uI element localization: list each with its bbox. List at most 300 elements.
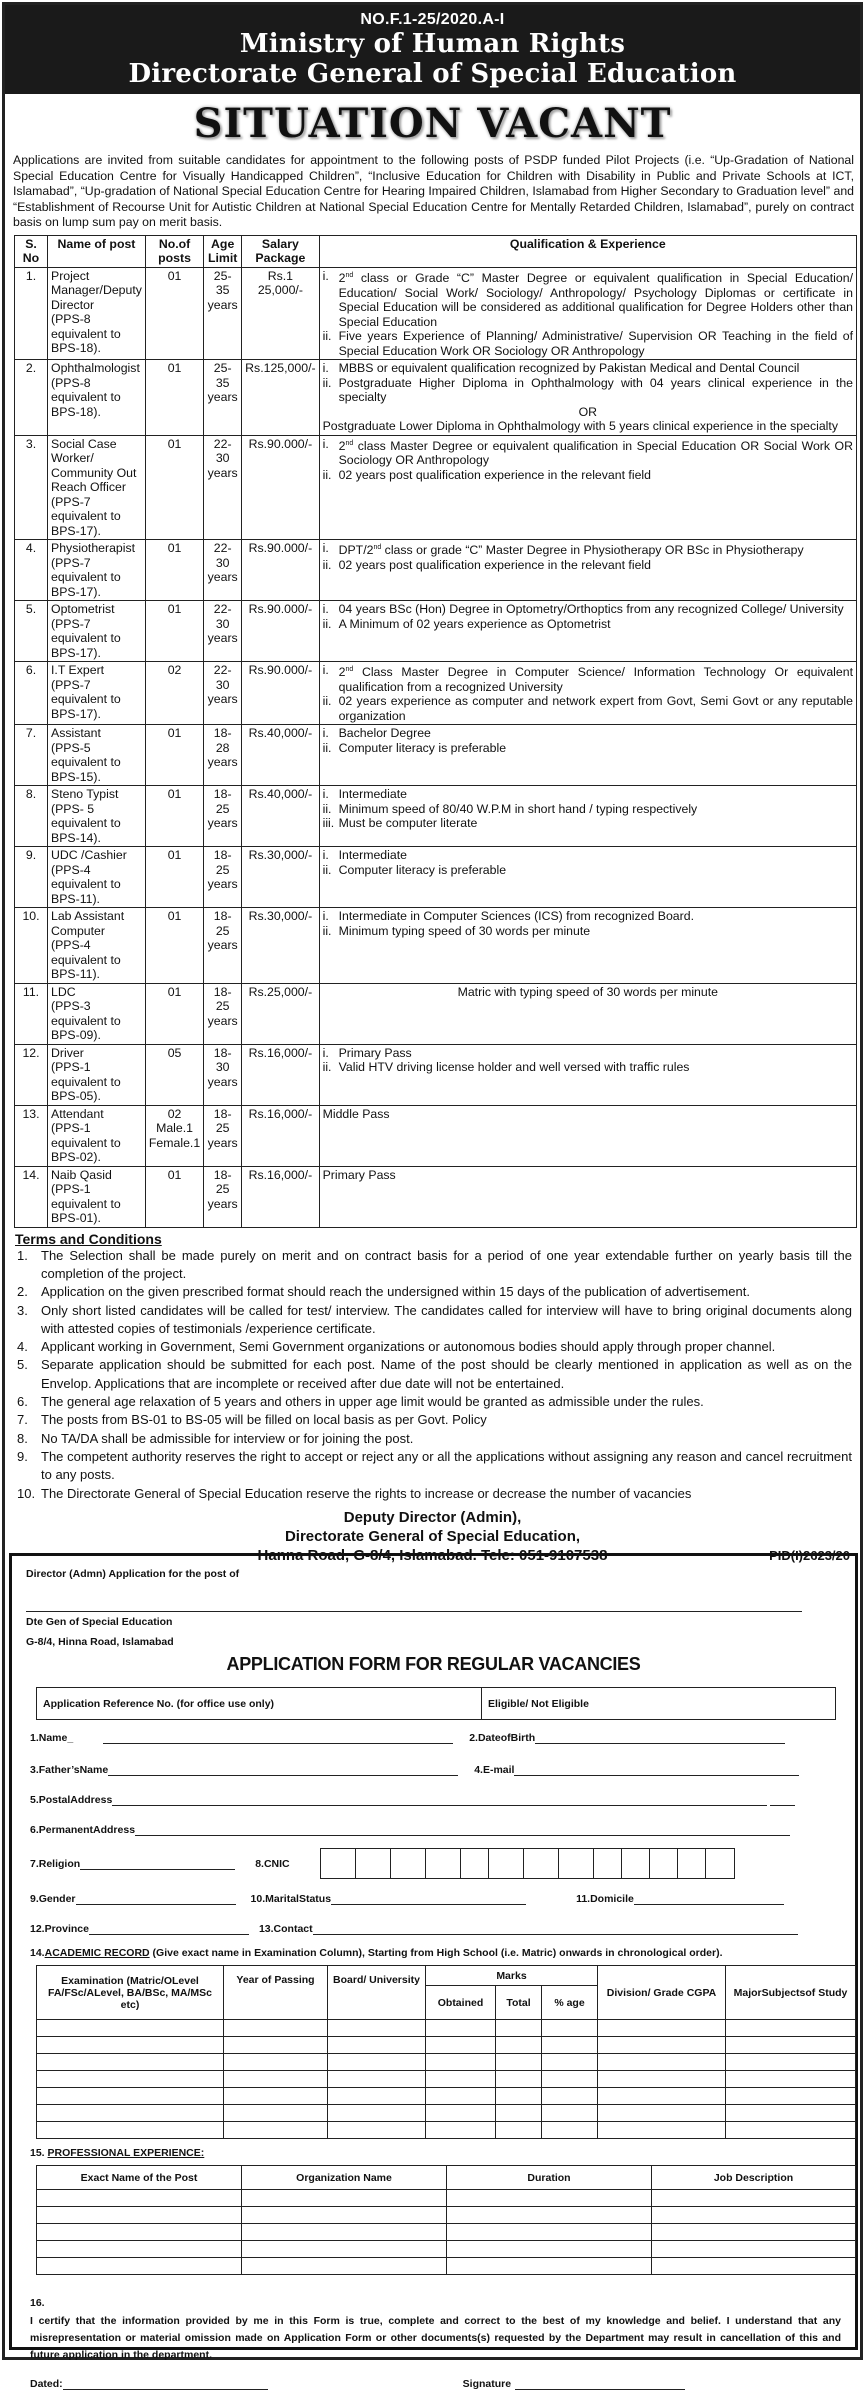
academic-record-cell[interactable] (37, 2020, 224, 2037)
post-qualification (319, 1105, 856, 1166)
academic-record-table (36, 1965, 856, 2139)
post-name-cell (48, 786, 146, 847)
qualification-text: DPT/2nd class or grade “C” Master Degree in Physiotherapy OR BSc in Physiotherapy (338, 543, 804, 558)
post-qualification (319, 540, 856, 601)
cnic-digit-box[interactable] (489, 1849, 524, 1878)
qualification-text: 04 years BSc (Hon) Degree in Optometry/Orthoptics from any recognized College/ University (338, 602, 844, 617)
post-name-cell (48, 1105, 146, 1166)
religion-field[interactable] (80, 1858, 235, 1870)
academic-record-cell[interactable] (726, 2088, 856, 2105)
academic-record-cell[interactable] (496, 2122, 542, 2139)
qualification-number: ii. (322, 616, 332, 631)
qualification-text: Matric with typing speed of 30 words per minute (457, 984, 718, 999)
post-qualification (319, 847, 856, 908)
post-count: 01 (145, 540, 203, 601)
academic-record-cell[interactable] (426, 2122, 496, 2139)
post-serial: 2. (15, 360, 48, 436)
post-age-limit: 25-35 years (204, 360, 242, 436)
cnic-digit-box[interactable] (426, 1849, 461, 1878)
academic-record-cell[interactable] (426, 2088, 496, 2105)
experience-cell[interactable] (447, 2258, 652, 2275)
professional-experience-number: 15. (30, 2147, 48, 2159)
post-salary: Rs.30,000/- (242, 908, 319, 984)
academic-record-heading (30, 1947, 841, 1959)
cnic-digit-box[interactable] (524, 1849, 559, 1878)
post-salary: Rs.25,000/- (242, 983, 319, 1044)
academic-record-cell[interactable] (426, 2105, 496, 2122)
academic-record-cell[interactable] (224, 2037, 328, 2054)
qualification-text: OR (578, 404, 598, 419)
post-name-cell (48, 908, 146, 984)
academic-record-cell[interactable] (598, 2054, 726, 2071)
experience-cell[interactable] (242, 2224, 447, 2241)
experience-cell[interactable] (242, 2207, 447, 2224)
qualification-text: 02 years post qualification experience in the relevant field (338, 557, 651, 572)
academic-record-cell[interactable] (426, 2037, 496, 2054)
col-examination: Examination (Matric/OLevel FA/FSc/ALevel, BA/BSc, MA/MSc etc) (37, 1966, 224, 2020)
qualification-text: Bachelor Degree (338, 726, 431, 741)
post-name: Project Manager/Deputy Director (51, 268, 142, 312)
qualification-text: MBBS or equivalent qualification recognized by Pakistan Medical and Dental Council (338, 361, 800, 376)
qualification-text: Primary Pass (322, 1167, 396, 1182)
experience-cell[interactable] (37, 2207, 242, 2224)
qualification-item (323, 694, 853, 723)
academic-record-cell[interactable] (426, 2020, 496, 2037)
table-row (15, 1166, 857, 1227)
academic-record-cell[interactable] (37, 2037, 224, 2054)
academic-record-cell[interactable] (37, 2071, 224, 2088)
academic-record-cell[interactable] (542, 2105, 598, 2122)
academic-record-cell[interactable] (598, 2105, 726, 2122)
post-name-cell (48, 983, 146, 1044)
table-row (15, 435, 857, 540)
post-count: 01 (145, 847, 203, 908)
pid-number: PID(I)2623/20 (769, 1547, 850, 1563)
qualification-item (323, 617, 853, 632)
qualification-text: Intermediate (338, 787, 407, 802)
qualification-number: i. (322, 663, 329, 678)
table-row (15, 360, 857, 436)
academic-record-cell[interactable] (37, 2105, 224, 2122)
academic-record-cell[interactable] (496, 2105, 542, 2122)
post-qualification (319, 786, 856, 847)
qualification-text: Five years Experience of Planning/ Administrative/ Supervision OR Teaching in the field of Special Education Work OR Sociology OR Anthropology (338, 329, 853, 358)
academic-record-cell[interactable] (496, 2054, 542, 2071)
province-label: 12.Province (30, 1923, 89, 1935)
term-number: 6. (17, 1394, 28, 1410)
term-number: 8. (17, 1430, 28, 1446)
academic-record-cell[interactable] (37, 2088, 224, 2105)
term-text: The posts from BS-01 to BS-05 will be filled on local basis as per Govt. Policy (41, 1412, 487, 1428)
col-marks: Marks (426, 1966, 598, 1986)
post-name: UDC /Cashier (51, 848, 127, 863)
qualification-text: Postgraduate Higher Diploma in Ophthalmology with 04 years clinical experience in the specialty (338, 375, 853, 405)
term-number: 10. (17, 1485, 36, 1501)
post-name-cell (48, 601, 146, 662)
table-row (15, 983, 857, 1044)
academic-record-cell[interactable] (496, 2037, 542, 2054)
post-serial: 7. (15, 725, 48, 786)
qualification-item (323, 663, 853, 694)
qualification-number: ii. (322, 329, 332, 344)
academic-record-cell[interactable] (598, 2122, 726, 2139)
col-age: Age Limit (204, 235, 242, 267)
cnic-digit-box[interactable] (678, 1849, 706, 1878)
academic-record-row (37, 2088, 856, 2105)
experience-cell[interactable] (37, 2224, 242, 2241)
cnic-digit-box[interactable] (622, 1849, 650, 1878)
dated-field[interactable] (63, 2378, 268, 2390)
academic-record-cell[interactable] (426, 2071, 496, 2088)
professional-experience-body (37, 2190, 856, 2275)
marital-status-field[interactable] (331, 1893, 526, 1905)
experience-cell[interactable] (652, 2241, 856, 2258)
marital-status-label: 10.MaritalStatus (250, 1893, 332, 1905)
academic-record-cell[interactable] (726, 2071, 856, 2088)
dob-label: 2.DateofBirth (469, 1732, 536, 1744)
post-name: Attendant (51, 1106, 104, 1121)
qualification-item (323, 361, 853, 376)
post-age-limit: 18-25 years (204, 847, 242, 908)
term-item (17, 1356, 852, 1393)
post-name: Optometrist (51, 602, 115, 617)
experience-cell[interactable] (447, 2241, 652, 2258)
post-name: Social Case Worker/ Community Out Reach Officer (51, 436, 137, 495)
post-count: 05 (145, 1044, 203, 1105)
gender-field[interactable] (76, 1893, 236, 1905)
gender-label: 9.Gender (30, 1893, 76, 1905)
academic-record-row (37, 2054, 856, 2071)
email-field[interactable] (514, 1764, 799, 1776)
professional-experience-label: PROFESSIONAL EXPERIENCE: (47, 2147, 205, 2159)
post-qualification (319, 360, 856, 436)
post-name-cell (48, 847, 146, 908)
post-grade: (PPS-7 equivalent to BPS-17). (51, 555, 121, 599)
qualification-number: i. (322, 541, 329, 556)
post-salary: Rs.90.000/- (242, 662, 319, 725)
cnic-digit-box[interactable] (650, 1849, 678, 1878)
post-serial: 5. (15, 601, 48, 662)
cnic-digit-box[interactable] (356, 1849, 391, 1878)
col-major-subjects: MajorSubjectsof Study (726, 1966, 856, 2020)
province-field[interactable] (89, 1923, 249, 1935)
qualification-number: ii. (322, 694, 332, 709)
academic-record-cell[interactable] (598, 2071, 726, 2088)
qualification-number: i. (322, 436, 329, 451)
application-form (9, 1553, 858, 2390)
postal-address-label: 5.PostalAddress (30, 1794, 113, 1806)
term-text: Applicant working in Government, Semi Government organizations or autonomous bodies should apply through proper channel. (41, 1339, 776, 1355)
qualification-item (323, 405, 853, 420)
contact-field[interactable] (313, 1923, 798, 1935)
academic-record-cell[interactable] (328, 2037, 426, 2054)
experience-row (37, 2258, 856, 2275)
qualification-item (323, 602, 853, 617)
experience-cell[interactable] (242, 2258, 447, 2275)
table-row (15, 662, 857, 725)
father-name-field[interactable] (108, 1764, 458, 1776)
post-name-cell (48, 360, 146, 436)
post-grade: (PPS-7 equivalent to BPS-17). (51, 616, 121, 660)
declaration-text: I certify that the information provided by me in this Form is true, complete and correct to the best of my knowledge and belief. I understand that any misrepresentation or material omission made on Application Form or other documents(s) requested by the Department may result in cancellation of this and future application in the department. (30, 2315, 841, 2361)
cnic-digit-box[interactable] (594, 1849, 622, 1878)
academic-record-cell[interactable] (328, 2122, 426, 2139)
qualification-item (323, 802, 853, 817)
cnic-digit-box[interactable] (321, 1849, 356, 1878)
academic-record-cell[interactable] (496, 2020, 542, 2037)
post-serial: 11. (15, 983, 48, 1044)
header-banner (5, 5, 860, 94)
qualification-text: Must be computer literate (338, 816, 478, 831)
academic-record-cell[interactable] (224, 2071, 328, 2088)
academic-record-row (37, 2037, 856, 2054)
post-qualification (319, 908, 856, 984)
term-item (17, 1485, 852, 1503)
qualification-item (323, 863, 853, 878)
academic-record-row (37, 2020, 856, 2037)
academic-record-cell[interactable] (224, 2020, 328, 2037)
academic-record-cell[interactable] (224, 2088, 328, 2105)
post-salary: Rs.1 25,000/- (242, 267, 319, 359)
qualification-number: ii. (322, 923, 332, 938)
signature-field[interactable] (515, 2378, 685, 2390)
qualification-number: ii. (322, 862, 332, 877)
cnic-digit-box[interactable] (391, 1849, 426, 1878)
qualification-item (323, 329, 853, 358)
academic-record-cell[interactable] (598, 2020, 726, 2037)
post-grade: (PPS- 5 equivalent to BPS-14). (51, 801, 121, 845)
experience-cell[interactable] (652, 2224, 856, 2241)
academic-record-row (37, 2071, 856, 2088)
post-applied-field[interactable] (26, 1600, 802, 1612)
form-title: APPLICATION FORM FOR REGULAR VACANCIES (226, 1654, 641, 1674)
post-name: Ophthalmologist (51, 361, 140, 376)
post-serial: 6. (15, 662, 48, 725)
name-field[interactable] (103, 1732, 453, 1744)
post-age-limit: 18-25 years (204, 1105, 242, 1166)
experience-cell[interactable] (242, 2190, 447, 2207)
academic-record-cell[interactable] (426, 2054, 496, 2071)
ministry-name: Ministry of Human Rights (239, 29, 626, 59)
term-number: 4. (17, 1339, 28, 1355)
post-qualification (319, 1044, 856, 1105)
experience-cell[interactable] (447, 2207, 652, 2224)
signatory-office: Directorate General of Special Education, (284, 1527, 581, 1545)
post-salary: Rs.30,000/- (242, 847, 319, 908)
academic-record-cell[interactable] (542, 2122, 598, 2139)
experience-cell[interactable] (242, 2241, 447, 2258)
post-qualification (319, 983, 856, 1044)
academic-record-label: ACADEMIC RECORD (44, 1947, 150, 1959)
academic-record-number: 14. (30, 1947, 45, 1959)
post-count: 01 (145, 267, 203, 359)
academic-record-cell[interactable] (328, 2071, 426, 2088)
experience-cell[interactable] (37, 2241, 242, 2258)
post-age-limit: 22-30 years (204, 662, 242, 725)
permanent-address-label: 6.PermanentAddress (30, 1824, 136, 1836)
qualification-item (323, 1046, 853, 1061)
experience-row (37, 2241, 856, 2258)
signatory-address: Hanna Road, G-8/4, Islamabad. Tele: 051-9107538 (257, 1546, 608, 1564)
col-post-name: Exact Name of the Post (37, 2166, 242, 2190)
term-text: The competent authority reserves the right to accept or reject any or all the applications without assigning any reason and cancel recruitment to any posts. (41, 1448, 852, 1483)
experience-cell[interactable] (37, 2258, 242, 2275)
permanent-address-field[interactable] (135, 1824, 790, 1836)
qualification-item (323, 985, 853, 1000)
post-salary: Rs.125,000/- (242, 360, 319, 436)
academic-record-cell[interactable] (37, 2122, 224, 2139)
domicile-field[interactable] (634, 1893, 784, 1905)
addressee-line: Director (Admn) Application for the post of (26, 1568, 240, 1580)
post-serial: 14. (15, 1166, 48, 1227)
term-text: Application on the given prescribed format should reach the undersigned within 15 days of the publication of advertisement. (41, 1284, 750, 1300)
qualification-number: i. (322, 909, 329, 924)
post-grade: (PPS-5 equivalent to BPS-15). (51, 740, 121, 784)
term-text: No TA/DA shall be admissible for interview or for joining the post. (41, 1430, 414, 1446)
dated-label: Dated: (30, 2378, 63, 2390)
qualification-text: A Minimum of 02 years experience as Optometrist (338, 616, 611, 631)
post-serial: 8. (15, 786, 48, 847)
academic-record-cell[interactable] (542, 2037, 598, 2054)
qualification-item (323, 741, 853, 756)
academic-record-cell[interactable] (37, 2054, 224, 2071)
academic-record-cell[interactable] (598, 2037, 726, 2054)
qualification-text: 02 years experience as computer and network expert from Govt, Semi Govt or any reputable organization (338, 694, 853, 723)
post-count: 01 (145, 983, 203, 1044)
table-row (15, 1044, 857, 1105)
experience-cell[interactable] (447, 2190, 652, 2207)
dob-field[interactable] (535, 1732, 785, 1744)
table-row (15, 267, 857, 359)
table-row (15, 847, 857, 908)
religion-label: 7.Religion (30, 1857, 81, 1870)
academic-record-cell[interactable] (328, 2105, 426, 2122)
post-name-cell (48, 662, 146, 725)
academic-record-cell[interactable] (726, 2105, 856, 2122)
qualification-text: Intermediate in Computer Sciences (ICS) from recognized Board. (338, 909, 694, 924)
qualification-item (323, 924, 853, 939)
qualification-item (323, 1168, 853, 1183)
cnic-label: 8.CNIC (255, 1857, 290, 1870)
term-item (17, 1338, 852, 1356)
qualification-number: ii. (322, 557, 332, 572)
term-item (17, 1448, 852, 1485)
cnic-digit-box[interactable] (461, 1849, 489, 1878)
academic-record-cell[interactable] (726, 2020, 856, 2037)
qualification-number: iii. (322, 816, 335, 831)
eligibility-cell[interactable]: Eligible/ Not Eligible (482, 1688, 836, 1720)
cnic-field[interactable] (320, 1848, 735, 1879)
academic-record-row (37, 2105, 856, 2122)
experience-cell[interactable] (37, 2190, 242, 2207)
post-grade: (PPS-7 equivalent to BPS-17). (51, 677, 121, 721)
father-name-label: 3.Father’sName (30, 1764, 109, 1776)
col-qualification: Qualification & Experience (319, 235, 856, 267)
professional-experience-heading (30, 2147, 841, 2159)
term-number: 3. (17, 1302, 28, 1318)
address-line-1: Dte Gen of Special Education (26, 1616, 173, 1628)
term-item (17, 1430, 852, 1448)
post-name: Assistant (51, 726, 101, 741)
academic-record-cell[interactable] (328, 2020, 426, 2037)
post-qualification (319, 725, 856, 786)
reference-no-cell[interactable]: Application Reference No. (for office use only) (37, 1688, 482, 1720)
qualification-text: 2nd class or Grade “C” Master Degree or equivalent qualification in Special Education/ Education/ Social Work/ Sociology/ Anthropology/ Psychology Diplomas or certificate in Special Education will be considered as additional qualification for Degree Holders other than Special Education (338, 271, 853, 329)
post-serial: 9. (15, 847, 48, 908)
post-name: Physiotherapist (51, 541, 136, 556)
academic-record-cell[interactable] (726, 2122, 856, 2139)
qualification-number: ii. (322, 801, 332, 816)
academic-record-cell[interactable] (598, 2088, 726, 2105)
signatory-title: Deputy Director (Admin), (343, 1508, 522, 1526)
experience-cell[interactable] (652, 2258, 856, 2275)
academic-record-cell[interactable] (328, 2054, 426, 2071)
terms-list (5, 1247, 860, 1503)
academic-record-cell[interactable] (542, 2020, 598, 2037)
post-count: 01 (145, 601, 203, 662)
post-serial: 13. (15, 1105, 48, 1166)
experience-cell[interactable] (652, 2190, 856, 2207)
post-count: 01 (145, 435, 203, 540)
academic-record-cell[interactable] (542, 2071, 598, 2088)
term-number: 7. (17, 1412, 28, 1428)
term-text: The general age relaxation of 5 years and others in upper age limit would be granted as admissible under the rules. (41, 1394, 704, 1410)
cnic-digit-box[interactable] (559, 1849, 594, 1878)
experience-cell[interactable] (447, 2224, 652, 2241)
table-row (15, 786, 857, 847)
table-row (15, 1105, 857, 1166)
academic-record-cell[interactable] (542, 2088, 598, 2105)
posts-table-header (15, 235, 857, 267)
cnic-digit-box[interactable] (706, 1849, 734, 1878)
experience-row (37, 2207, 856, 2224)
term-text: Separate application should be submitted for each post. Name of the post should be clearly mentioned in application as well as on the Envelop. Applications that are incomplete or received after due date will not be entertained. (41, 1357, 852, 1391)
qualification-text: Minimum typing speed of 30 words per minute (338, 923, 591, 938)
experience-cell[interactable] (652, 2207, 856, 2224)
post-count: 01 (145, 786, 203, 847)
qualification-text: Postgraduate Lower Diploma in Ophthalmology with 5 years clinical experience in the specialty (322, 419, 838, 434)
academic-record-cell[interactable] (496, 2088, 542, 2105)
term-number: 2. (17, 1284, 28, 1300)
col-year-of-passing: Year of Passing (224, 1966, 328, 2020)
qualification-number: i. (322, 268, 329, 283)
post-count: 01 (145, 1166, 203, 1227)
directorate-name: Directorate General of Special Education (128, 59, 737, 89)
post-name: LDC (51, 984, 76, 999)
qualification-number: i. (322, 787, 329, 802)
qualification-item (323, 726, 853, 741)
academic-record-cell[interactable] (328, 2088, 426, 2105)
academic-record-cell[interactable] (542, 2054, 598, 2071)
post-salary: Rs.90.000/- (242, 601, 319, 662)
qualification-number: i. (322, 848, 329, 863)
post-name-cell (48, 435, 146, 540)
academic-record-cell[interactable] (224, 2122, 328, 2139)
domicile-label: 11.Domicile (576, 1893, 634, 1905)
academic-record-cell[interactable] (224, 2105, 328, 2122)
term-item (17, 1393, 852, 1411)
qualification-number: ii. (322, 1060, 332, 1075)
academic-record-cell[interactable] (726, 2054, 856, 2071)
term-item (17, 1247, 852, 1284)
academic-record-cell[interactable] (496, 2071, 542, 2088)
academic-record-body (37, 2020, 856, 2139)
postal-address-field[interactable] (112, 1794, 767, 1806)
term-number: 1. (17, 1247, 28, 1263)
academic-record-cell[interactable] (726, 2037, 856, 2054)
post-name: Driver (51, 1045, 84, 1060)
academic-record-cell[interactable] (224, 2054, 328, 2071)
